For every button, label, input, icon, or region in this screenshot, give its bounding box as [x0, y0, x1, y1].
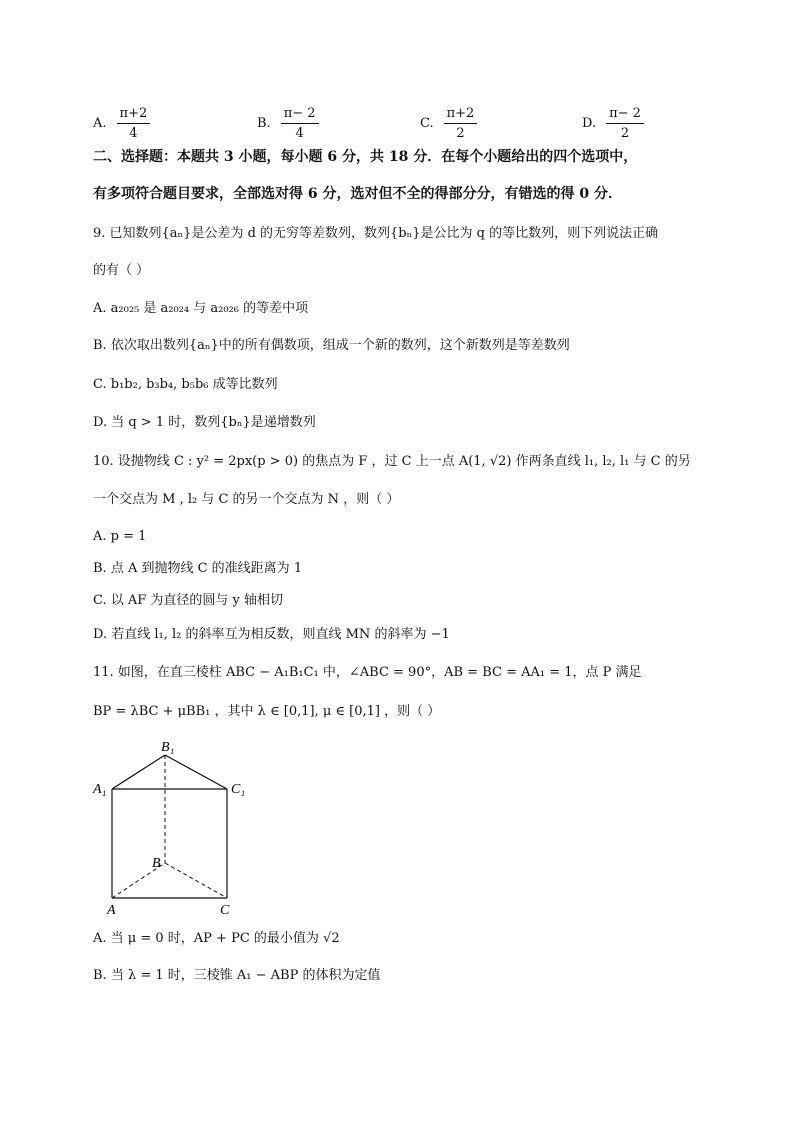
edge-a1-b1 [112, 755, 165, 789]
fraction: $\frac{\pi- 2}{2}$ [606, 106, 644, 141]
label-a1: A₁ [93, 782, 107, 797]
q10-stem-line1: 10. 设抛物线 C : y² = 2px(p > 0) 的焦点为 F ，过 C 上一点 A(1, √2) 作两条直线 l₁, l₂, l₁ 与 C 的另 [93, 454, 691, 469]
option-a-prev [93, 106, 150, 141]
q9-option-b: B. 依次取出数列{aₙ}中的所有偶数项，组成一个新的数列，这个新数列是等差数列 [93, 338, 570, 353]
q10-option-b: B. 点 A 到抛物线 C 的准线距离为 1 [93, 561, 303, 576]
option-c-prev [420, 106, 477, 141]
fraction: $\frac{\pi- 2}{4}$ [281, 106, 319, 141]
fraction: $\frac{\pi+2}{2}$ [444, 106, 478, 141]
option-label: A. [93, 116, 107, 131]
q10-option-d: D. 若直线 l₁, l₂ 的斜率互为相反数，则直线 MN 的斜率为 −1 [93, 627, 450, 642]
q9-option-d: D. 当 q > 1 时，数列{bₙ}是递增数列 [93, 415, 316, 430]
fraction: $\frac{\pi+2}{4}$ [117, 106, 151, 141]
q9-option-c: C. b₁b₂, b₃b₄, b₅b₆ 成等比数列 [93, 377, 278, 392]
section-header-line2: 有多项符合题目要求，全部选对得 6 分，选对但不全的得部分分，有错选的得 0 分． [93, 186, 622, 202]
edge-b1-c1 [165, 755, 227, 789]
label-b: B [152, 856, 161, 871]
option-label: C. [420, 116, 434, 131]
q10-stem-line2: 一个交点为 M , l₂ 与 C 的另一个交点为 N ，则（ ） [93, 492, 400, 507]
label-c: C [220, 903, 230, 918]
option-d-prev [582, 106, 644, 141]
label-a: A [107, 903, 116, 918]
option-label: D. [582, 116, 597, 131]
option-b-prev [257, 106, 319, 141]
prism-figure [90, 735, 270, 920]
q11-stem-line1: 11. 如图，在直三棱柱 ABC − A₁B₁C₁ 中，∠ABC = 90°，AB = BC = AA₁ = 1，点 P 满足 [93, 665, 642, 680]
edge-b-c [165, 863, 227, 898]
q11-option-a: A. 当 μ = 0 时，AP + PC 的最小值为 √2 [93, 931, 340, 946]
q10-option-a: A. p = 1 [93, 529, 147, 544]
q9-stem-line1: 9. 已知数列{aₙ}是公差为 d 的无穷等差数列，数列{bₙ}是公比为 q 的等比数列，则下列说法正确 [93, 226, 659, 241]
q9-stem-line2: 的有（ ） [93, 263, 150, 278]
label-c1: C₁ [231, 782, 246, 797]
q11-option-b: B. 当 λ = 1 时，三棱锥 A₁ − ABP 的体积为定值 [93, 968, 381, 983]
section-header-line1: 二、选择题：本题共 3 小题，每小题 6 分，共 18 分．在每个小题给出的四个选项中， [93, 149, 638, 165]
option-label: B. [257, 116, 271, 131]
q11-stem-line2: BP = λBC + μBB₁ ，其中 λ ∈ [0,1], μ ∈ [0,1] ，则（ ） [93, 704, 441, 719]
label-b1: B₁ [161, 740, 175, 755]
q10-option-c: C. 以 AF 为直径的圆与 y 轴相切 [93, 593, 284, 608]
q9-option-a: A. a₂₀₂₅ 是 a₂₀₂₄ 与 a₂₀₂₆ 的等差中项 [93, 301, 309, 316]
